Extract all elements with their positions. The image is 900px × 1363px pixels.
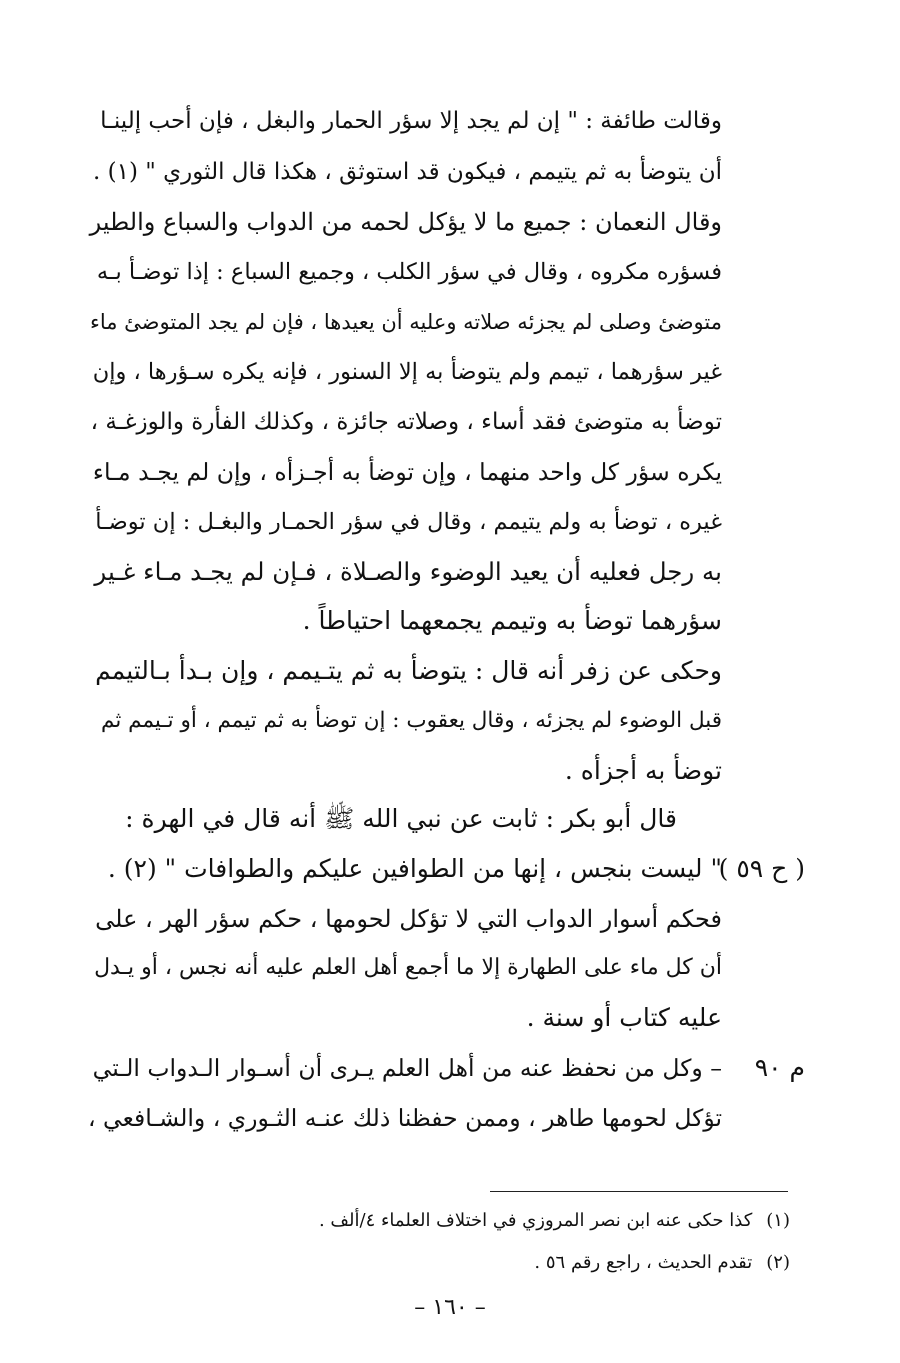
body-line: توضأ به متوضئ فقد أساء ، وصلاته جائزة ، وكذلك الفأرة والوزغـة ، [90,409,722,435]
footnote-separator [490,1191,788,1192]
body-line: " ليست بنجس ، إنها من الطوافين عليكم والطوافات " (٢) . [107,854,722,883]
body-line: وقالت طائفة : " إن لم يجد إلا سؤر الحمار والبغل ، فإن أحب إلينـا [100,108,722,134]
body-line: عليه كتاب أو سنة . [526,1003,722,1032]
body-line: غير سؤرهما ، تيمم ولم يتوضأ به إلا السنور ، فإنه يكره سـؤرها ، وإن [92,359,722,385]
masala-reference-label: م ٩٠ [754,1053,805,1082]
body-line: سؤرهما توضأ به وتيمم يجمعهما احتياطاً . [302,606,722,635]
body-line: قبل الوضوء لم يجزئه ، وقال يعقوب : إن توضأ به ثم تيمم ، أو تـيمم ثم [101,708,722,733]
body-line: وحكى عن زفر أنه قال : يتوضأ به ثم يتـيمم ، وإن بـدأ بـالتيمم [95,656,722,685]
body-line: توضأ به أجزأه . [564,756,722,785]
footnote-number: (٢) [766,1252,790,1273]
body-line: به رجل فعليه أن يعيد الوضوء والصـلاة ، فـإن لم يجـد مـاء غـير [94,557,722,586]
body-line: غيره ، توضأ به ولم يتيمم ، وقال في سؤر الحمـار والبغـل : إن توضـأ [95,509,722,535]
body-line: قال أبو بكر : ثابت عن نبي الله ﷺ أنه قال في الهرة : [125,804,677,833]
body-line: أن يتوضأ به ثم يتيمم ، فيكون قد استوثق ، هكذا قال الثوري " (١) . [93,159,722,185]
body-line: فسؤره مكروه ، وقال في سؤر الكلب ، وجميع السباع : إذا توضـأ بـه [96,259,722,285]
body-line: تؤكل لحومها طاهر ، وممن حفظنا ذلك عنـه الثـوري ، والشـافعي ، [88,1104,722,1132]
footnote [534,1250,790,1276]
body-line: متوضئ وصلى لم يجزئه صلاته وعليه أن يعيدها ، فإن لم يجد المتوضئ ماء [89,310,722,334]
footnote [319,1208,790,1234]
body-line: وقال النعمان : جميع ما لا يؤكل لحمه من الدواب والسباع والطير [89,208,722,236]
footnote-number: (١) [766,1210,790,1231]
body-line: فحكم أسوار الدواب التي لا تؤكل لحومها ، حكم سؤر الهر ، على [95,905,722,933]
page-number: – ١٦٠ – [414,1295,486,1320]
footnote-text: كذا حكى عنه ابن نصر المروزي في اختلاف العلماء ٤/ألف . [318,1210,753,1231]
hadith-reference-label: ( ح ٥٩ ) [718,854,805,883]
body-line: يكره سؤر كل واحد منهما ، وإن توضأ به أجـزأه ، وإن لم يجـد مـاء [92,458,722,486]
body-line: أن كل ماء على الطهارة إلا ما أجمع أهل العلم عليه أنه نجس ، أو يـدل [94,955,722,980]
body-line: – وكل من نحفظ عنه من أهل العلم يـرى أن أسـوار الـدواب الـتي [92,1054,722,1082]
footnote-text: تقدم الحديث ، راجع رقم ٥٦ . [534,1252,753,1273]
